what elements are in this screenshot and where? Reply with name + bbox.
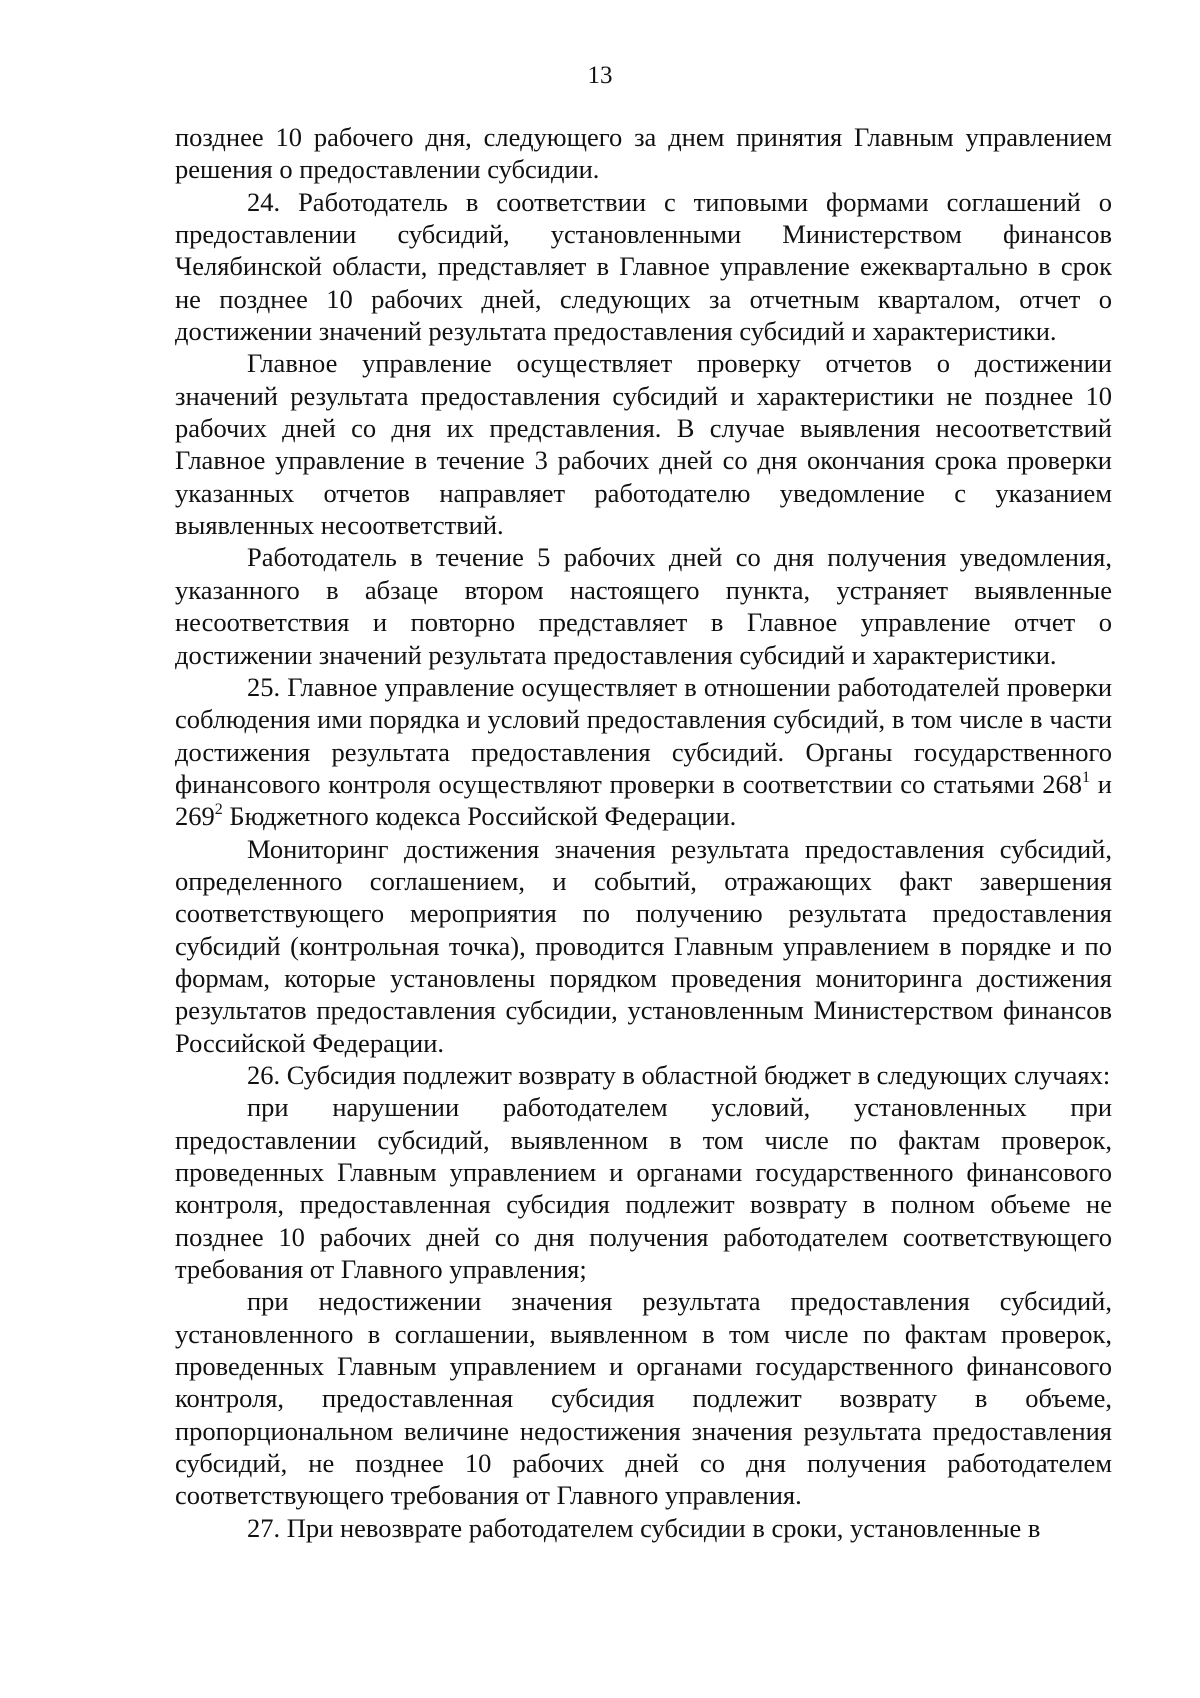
superscript-1: 1: [1082, 768, 1091, 786]
superscript-2: 2: [214, 801, 223, 819]
item-25-text-end: Бюджетного кодекса Российской Федерации.: [222, 801, 737, 832]
paragraph-continuation: позднее 10 рабочего дня, следующего за днем принятия Главным управлением решения о предоставлении субсидии.: [175, 122, 1112, 185]
paragraph-non-achievement-case: при недостижении значения результата предоставления субсидий, установленного в соглашении, выявленном в том числе по фактам проверок, проведенных Главным управлением и органами государственного финансового контроля, предоставленная субсидия подлежит возврату в объеме, пропорциональном величине недостижения значения результата предоставления субсидий, не позднее 10 рабочих дней со дня получения работодателем соответствующего требования от Главного управления.: [175, 1286, 1112, 1511]
paragraph-violation-case: при нарушении работодателем условий, установленных при предоставлении субсидий, выявленном в том числе по фактам проверок, проведенных Главным управлением и органами государственного финансового контроля, предоставленная субсидия подлежит возврату в полном объеме не позднее 10 рабочих дней со дня получения работодателем соответствующего требования от Главного управления;: [175, 1092, 1112, 1285]
paragraph-correction: Работодатель в течение 5 рабочих дней со дня получения уведомления, указанного в абзаце втором настоящего пункта, устраняет выявленные несоответствия и повторно представляет в Главное управление отчет о достижении значений результата предоставления субсидий и характеристики.: [175, 542, 1112, 670]
paragraph-item-27: 27. При невозврате работодателем субсидии в сроки, установленные в: [247, 1512, 1041, 1543]
paragraph-report-check: Главное управление осуществляет проверку отчетов о достижении значений результата предоставления субсидий и характеристики не позднее 10 рабочих дней со дня их представления. В случае выявления несоответствий Главное управление в течение 3 рабочих дней со дня окончания срока проверки указанных отчетов направляет работодателю уведомление с указанием выявленных несоответствий.: [175, 348, 1112, 541]
item-25-text-middle: и 269: [175, 768, 1112, 832]
item-25-text-start: 25. Главное управление осуществляет в отношении работодателей проверки соблюдения ими порядка и условий предоставления субсидий, в том числе в части достижения результата предоставления субсидий. Органы государственного финансового контроля осуществляют проверки в соответствии со статьями 268: [175, 671, 1112, 799]
paragraph-item-24: 24. Работодатель в соответствии с типовыми формами соглашений о предоставлении субсидий, установленными Министерством финансов Челябинской области, представляет в Главное управление ежеквартально в срок не позднее 10 рабочих дней, следующих за отчетным кварталом, отчет о достижении значений результата предоставления субсидий и характеристики.: [175, 186, 1112, 347]
paragraph-item-25: [175, 671, 1112, 833]
paragraph-item-26: 26. Субсидия подлежит возврату в областной бюджет в следующих случаях:: [247, 1059, 1111, 1090]
document-text: [175, 121, 1112, 1544]
paragraph-monitoring: Мониторинг достижения значения результата предоставления субсидий, определенного соглашением, и событий, отражающих факт завершения соответствующего мероприятия по получению результата предоставления субсидий (контрольная точка), проводится Главным управлением в порядке и по формам, которые установлены порядком проведения мониторинга достижения результатов предоставления субсидии, установленным Министерством финансов Российской Федерации.: [175, 833, 1112, 1058]
page-number: 13: [587, 62, 613, 89]
